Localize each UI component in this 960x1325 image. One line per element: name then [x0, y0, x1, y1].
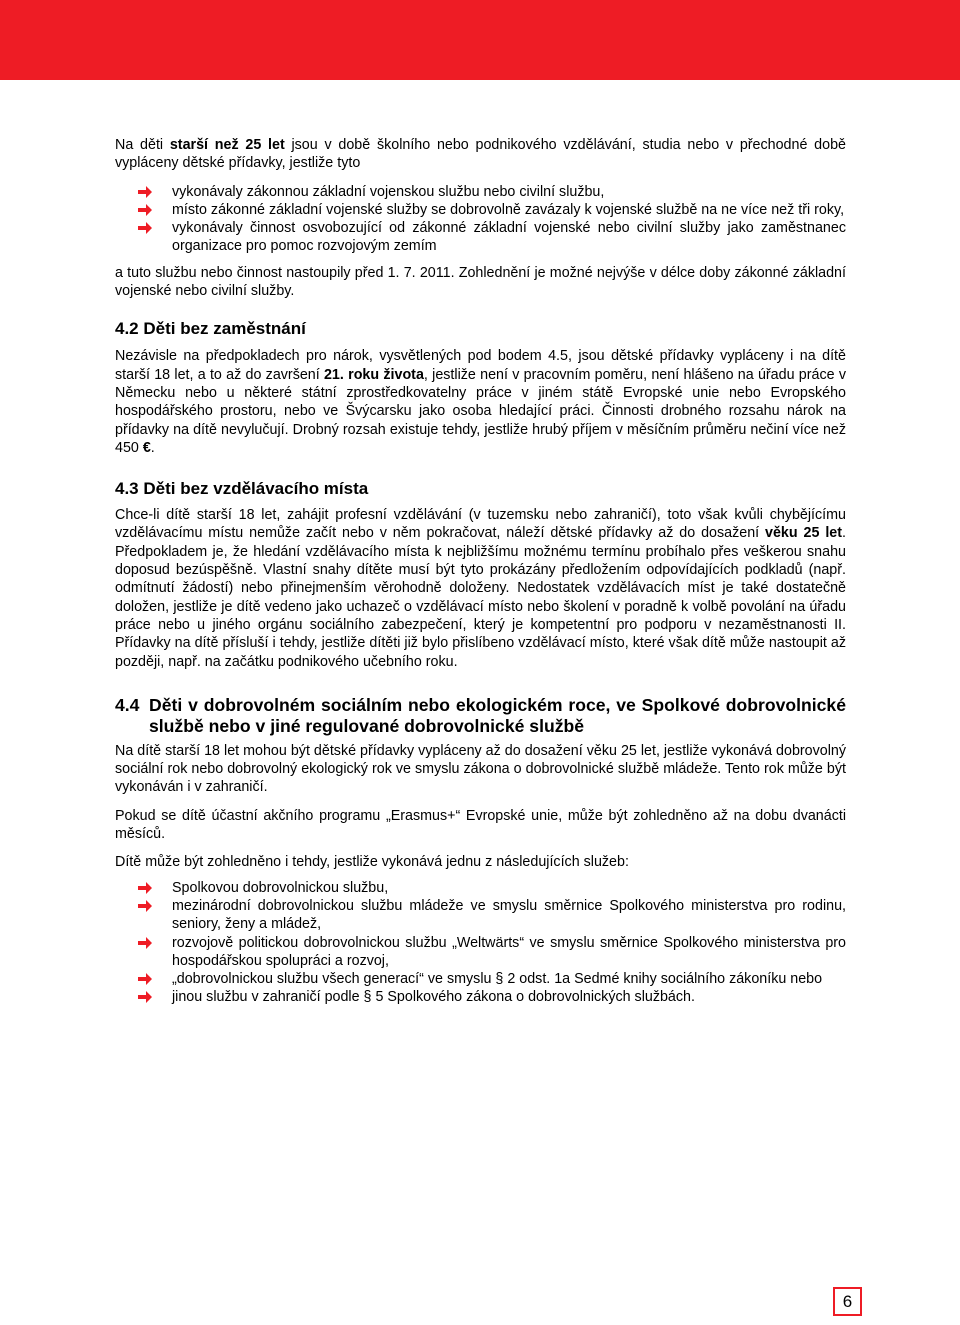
heading-4-3: 4.3 Děti bez vzdělávacího místa — [115, 479, 369, 499]
right-arrow-icon — [137, 201, 153, 219]
page-number: 6 — [833, 1287, 862, 1316]
unemployed-children-paragraph: Nezávisle na předpokladech pro nárok, vysvětlených pod bodem 4.5, jsou dětské přídavky vypláceny i na dítě starší 18 let, a to až do završení 21. roku života, jestliže není v pracovním poměru, není hlášeno na úřadu práce v Německu nebo u některé státní zprostředkovatelny práce v jiném státě Evropské unie nebo Evropského hospodářského prostoru, nebo ve Švýcarsku jako osoba hledající práci. Činnosti drobného rozsahu nárok na přídavky na dítě nevylučují. Drobný rozsah existuje tehdy, jestliže hrubý příjem v měsíčním průměru nečiní více než 450 €. — [115, 348, 846, 456]
voluntary-services-list — [115, 879, 846, 1007]
right-arrow-icon — [137, 988, 153, 1006]
services-intro-paragraph: Dítě může být zohledněno i tehdy, jestliže vykonává jednu z následujících služeb: — [115, 854, 629, 871]
right-arrow-icon — [137, 219, 153, 237]
euro-sign: € — [142, 439, 151, 456]
heading-4-4: 4.4 Děti v dobrovolném sociálním nebo ekologickém roce, ve Spolkové dobrovolnické službě nebo v jiné regulované dobrovolnické službě — [115, 694, 846, 737]
after-list-paragraph: a tuto službu nebo činnost nastoupily před 1. 7. 2011. Zohlednění je možné nejvýše v délce doby zákonné základní vojenské nebo civilní služby. — [115, 264, 846, 300]
list-item: vykonávaly činnost osvobozující od zákonné základní vojenské nebo civilní služby jako zaměstnanec organizace pro pomoc rozvojovým zemím — [115, 219, 846, 256]
erasmus-paragraph: Pokud se dítě účastní akčního programu „Erasmus+“ Evropské unie, může být zohledněno až na dobu dvanácti měsíců. — [115, 807, 846, 843]
right-arrow-icon — [137, 879, 153, 897]
list-item: místo zákonné základní vojenské služby se dobrovolně zavázaly k vojenské službě na ne více než tři roky, — [115, 201, 846, 219]
list-item: Spolkovou dobrovolnickou službu, — [115, 879, 846, 897]
right-arrow-icon — [137, 934, 153, 952]
list-item: rozvojově politickou dobrovolnickou službu „Weltwärts“ ve smyslu směrnice Spolkového ministerstva pro hospodářskou spolupráci a rozvoj, — [115, 934, 846, 971]
voluntary-year-paragraph: Na dítě starší 18 let mohou být dětské přídavky vypláceny až do dosažení věku 25 let, jestliže vykonává dobrovolný sociální rok nebo dobrovolný ekologický rok ve smyslu zákona o dobrovolnické službě mládeže. Tento rok může být vykonáván i v zahraničí. — [115, 742, 846, 796]
right-arrow-icon — [137, 970, 153, 988]
list-item: mezinárodní dobrovolnickou službu mládeže ve smyslu směrnice Spolkového ministerstva pro rodinu, seniory, ženy a mládež, — [115, 897, 846, 934]
page-content — [115, 136, 846, 1007]
intro-paragraph: Na děti starší než 25 let jsou v době školního nebo podnikového vzdělávání, studia nebo v přechodné době vypláceny dětské přídavky, jestliže tyto — [115, 137, 846, 172]
list-item: vykonávaly zákonnou základní vojenskou službu nebo civilní službu, — [115, 183, 846, 201]
list-item: „dobrovolnickou službu všech generací“ ve smyslu § 2 odst. 1a Sedmé knihy sociálního zákoníku nebo — [115, 970, 846, 988]
military-service-list — [115, 183, 846, 256]
no-training-place-paragraph: Chce-li dítě starší 18 let, zahájit profesní vzdělávání (v tuzemsku nebo zahraničí), toto však kvůli chybějícímu vzdělávacímu místu nemůže začít nebo v něm pokračovat, náleží dětské přídavky až do dosažení věku 25 let. Předpokladem je, že hledání vzdělávacího místa k nejbližšímu možnému termínu probíhalo přes veškerou snahu doposud bezúspěšně. Vlastní snahy dítěte musí být tyto prokázány předložením odpovídajících podkladů (např. odmítnutí žádostí) nebo přinejmenším věrohodně doloženy. Nedostatek vzdělávacích míst je také dostatečně doložen, jestliže je dítě vedeno jako uchazeč o vzdělávací místo nebo školení v poradně k volbě povolání na úřadu práce nebo u jiného orgánu sociálního zabezpečení, který je kompetentní pro podporu v nezaměstnanosti II. Přídavky na dítě přísluší i tehdy, jestliže dítěti již bylo přislíbeno vzdělávací místo, které však dítě může nastoupit až později, např. na začátku podnikového učebního roku. — [115, 507, 846, 670]
right-arrow-icon — [137, 897, 153, 915]
right-arrow-icon — [137, 183, 153, 201]
heading-4-2: 4.2 Děti bez zaměstnání — [115, 319, 306, 339]
top-red-banner — [0, 0, 960, 80]
list-item: jinou službu v zahraničí podle § 5 Spolkového zákona o dobrovolnických službách. — [115, 988, 846, 1006]
